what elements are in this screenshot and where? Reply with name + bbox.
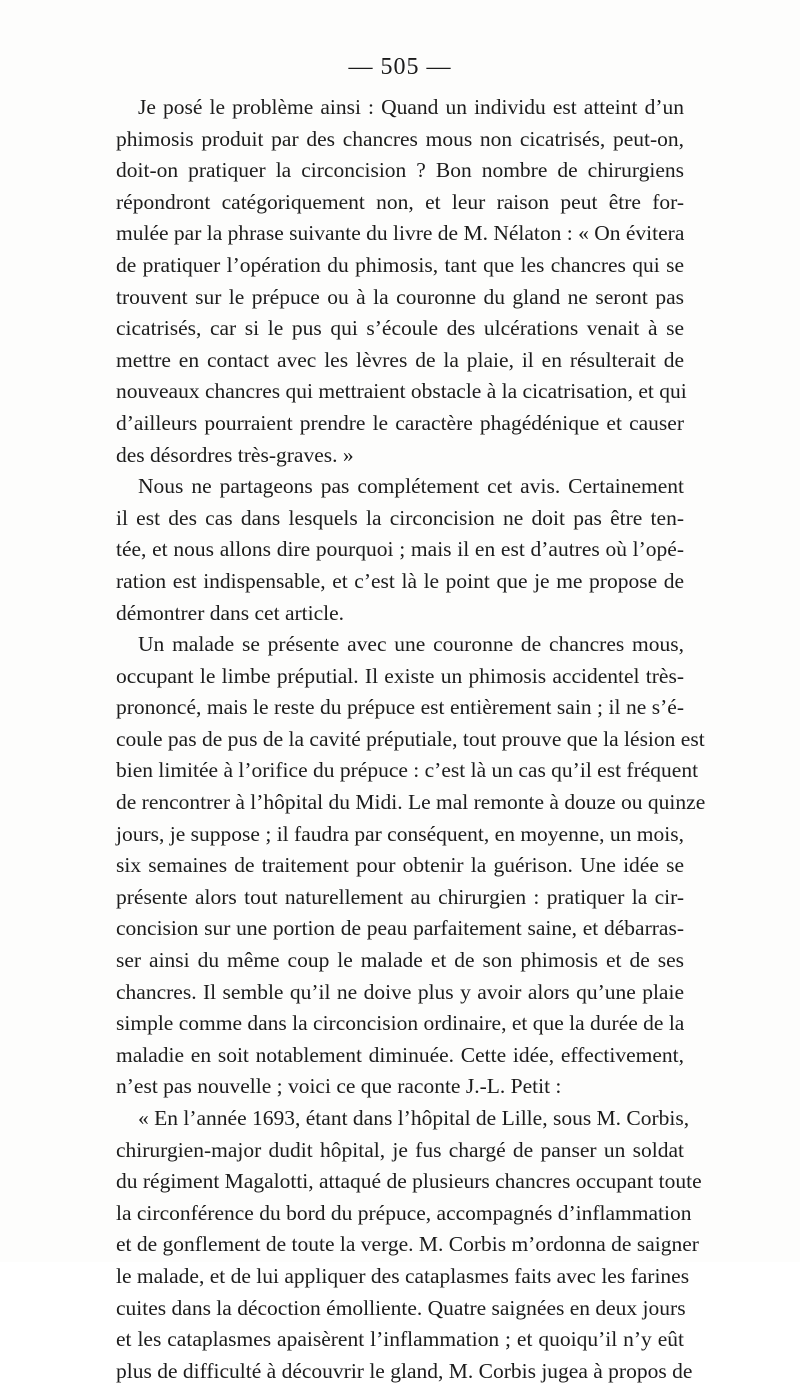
text-line: « En l’année 1693, étant dans l’hôpital de Lille, sous M. Corbis, bbox=[138, 1106, 690, 1130]
text-line: des désordres très-graves. » bbox=[116, 442, 354, 467]
text-line: phimosis produit par des chancres mous non cicatrisés, peut-on, bbox=[116, 126, 684, 151]
text-line: maladie en soit notablement diminuée. Cette idée, effectivement, bbox=[116, 1042, 684, 1067]
text-line: et de gonflement de toute la verge. M. Corbis m’ordonna de saigner bbox=[116, 1232, 699, 1257]
text-line: Un malade se présente avec une couronne de chancres mous, bbox=[138, 632, 684, 657]
paragraph-1 bbox=[116, 92, 687, 471]
text-line: concision sur une portion de peau parfaitement saine, et débarras- bbox=[116, 916, 684, 941]
text-line: le malade, et de lui appliquer des cataplasmes faits avec les farines bbox=[116, 1263, 690, 1288]
text-line: six semaines de traitement pour obtenir la guérison. Une idée se bbox=[116, 853, 684, 878]
text-line: prononcé, mais le reste du prépuce est entièrement sain ; il ne s’é- bbox=[116, 695, 684, 720]
text-line: bien limitée à l’orifice du prépuce : c’est là un cas qu’il est fréquent bbox=[116, 758, 699, 783]
text-line: Je posé le problème ainsi : Quand un individu est atteint d’un bbox=[138, 95, 684, 119]
text-line: ration est indispensable, et c’est là le point que je me propose de bbox=[116, 568, 684, 593]
text-line: simple comme dans la circoncision ordinaire, et que la durée de la bbox=[116, 1011, 685, 1036]
text-line: de rencontrer à l’hôpital du Midi. Le mal remonte à douze ou quinze bbox=[116, 790, 706, 815]
text-line: plus de difficulté à découvrir le gland, M. Corbis jugea à propos de bbox=[116, 1358, 693, 1383]
paragraph-3 bbox=[116, 629, 706, 1103]
text-line: doit-on pratiquer la circoncision ? Bon nombre de chirurgiens bbox=[116, 158, 684, 183]
text-line: démontrer dans cet article. bbox=[116, 600, 345, 625]
text-line: cuites dans la décoction émolliente. Quatre saignées en deux jours bbox=[116, 1295, 686, 1320]
text-line: du régiment Magalotti, attaqué de plusieurs chancres occupant toute bbox=[116, 1169, 702, 1194]
page-number: — 505 — bbox=[348, 54, 452, 80]
paragraph-4 bbox=[116, 1103, 702, 1387]
text-line: tée, et nous allons dire pourquoi ; mais il en est d’autres où l’opé- bbox=[116, 537, 684, 562]
text-line: chirurgien-major dudit hôpital, je fus chargé de panser un soldat bbox=[116, 1137, 684, 1162]
text-line: coule pas de pus de la cavité préputiale, tout prouve que la lésion est bbox=[116, 726, 705, 751]
text-line: mulée par la phrase suivante du livre de M. Nélaton : « On évitera bbox=[116, 221, 685, 246]
paragraph-2 bbox=[116, 471, 684, 629]
text-line: et les cataplasmes apaisèrent l’inflammation ; et quoiqu’il n’y eût bbox=[116, 1327, 684, 1352]
text-line: ser ainsi du même coup le malade et de son phimosis et de ses bbox=[116, 948, 684, 973]
text-line: nouveaux chancres qui mettraient obstacle à la cicatrisation, et qui bbox=[116, 379, 687, 404]
text-line: Nous ne partageons pas complétement cet avis. Certainement bbox=[138, 474, 684, 499]
text-line: n’est pas nouvelle ; voici ce que raconte J.-L. Petit : bbox=[116, 1074, 562, 1099]
text-line: trouvent sur le prépuce ou à la couronne du gland ne seront pas bbox=[116, 284, 684, 309]
body-text bbox=[116, 92, 706, 1387]
text-line: d’ailleurs pourraient prendre le caractère phagédénique et causer bbox=[116, 410, 684, 435]
text-line: jours, je suppose ; il faudra par conséquent, en moyenne, un mois, bbox=[116, 821, 684, 846]
text-line: il est des cas dans lesquels la circoncision ne doit pas être ten- bbox=[116, 505, 684, 530]
text-line: de pratiquer l’opération du phimosis, tant que les chancres qui se bbox=[116, 252, 684, 277]
text-line: la circonférence du bord du prépuce, accompagnés d’inflammation bbox=[116, 1200, 692, 1225]
text-line: chancres. Il semble qu’il ne doive plus y avoir alors qu’une plaie bbox=[116, 979, 684, 1004]
text-line: mettre en contact avec les lèvres de la plaie, il en résulterait de bbox=[116, 347, 684, 372]
text-line: présente alors tout naturellement au chirurgien : pratiquer la cir- bbox=[116, 884, 684, 909]
text-line: cicatrisés, car si le pus qui s’écoule des ulcérations venait à se bbox=[116, 316, 684, 341]
text-line: répondront catégoriquement non, et leur raison peut être for- bbox=[116, 189, 684, 214]
text-line: occupant le limbe préputial. Il existe un phimosis accidentel très- bbox=[116, 663, 684, 688]
